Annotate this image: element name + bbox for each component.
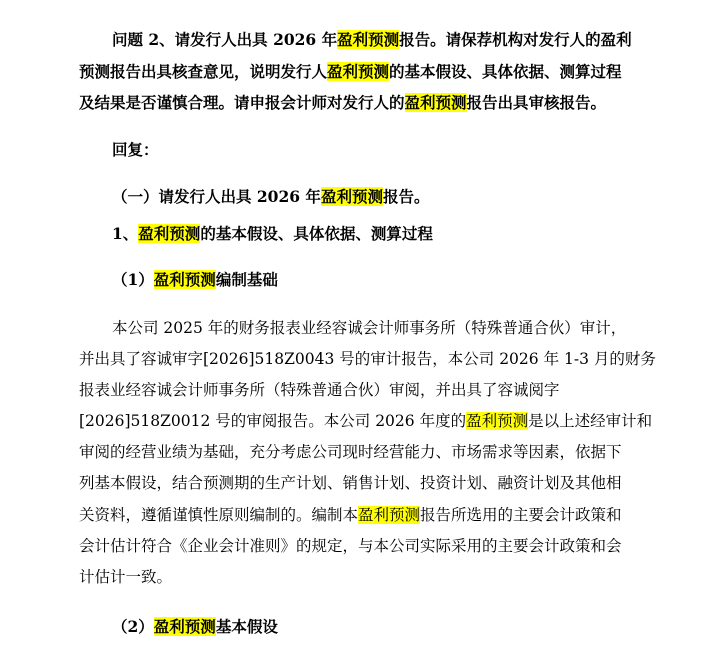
body-line-1: 本公司 2025 年的财务报表业经容诚会计师事务所（特殊普通合伙）审计， [112, 319, 627, 337]
body-line-6: 列基本假设，结合预测期的生产计划、销售计划、投资计划、融资计划及其他相 [79, 474, 622, 492]
question-line-1: 问题 2、请发行人出具 2026 年盈利预测报告。请保荐机构对发行人的盈利 [112, 30, 632, 49]
body-line-3: 报表业经容诚会计师事务所（特殊普通合伙）审阅，并出具了容诚阅字 [79, 381, 560, 399]
body-line-5: 审阅的经营业绩为基础，充分考虑公司现时经营能力、市场需求等因素，依据下 [79, 443, 622, 461]
reply-label: 回复： [112, 140, 159, 159]
highlight-term: 盈利预测 [327, 62, 390, 81]
section-heading: （一）请发行人出具 2026 年盈利预测报告。 [112, 187, 430, 206]
subsubsection-heading-2: （2）盈利预测基本假设 [112, 617, 278, 636]
subsection-heading: 1、盈利预测的基本假设、具体依据、测算过程 [112, 224, 433, 243]
subsubsection-heading-1: （1）盈利预测编制基础 [112, 270, 278, 289]
question-line-3: 及结果是否谨慎合理。请申报会计师对发行人的盈利预测报告出具审核报告。 [79, 93, 607, 112]
question-line-2: 预测报告出具核查意见，说明发行人盈利预测的基本假设、具体依据、测算过程 [79, 62, 622, 81]
highlight-term: 盈利预测 [153, 617, 216, 636]
highlight-term: 盈利预测 [337, 30, 400, 49]
body-line-9: 计估计一致。 [79, 568, 173, 586]
body-line-7: 关资料，遵循谨慎性原则编制的。编制本盈利预测报告所选用的主要会计政策和 [79, 506, 622, 524]
highlight-term: 盈利预测 [153, 270, 216, 289]
body-line-4: [2026]518Z0012 号的审阅报告。本公司 2026 年度的盈利预测是以上述经审计和 [79, 412, 653, 430]
highlight-term: 盈利预测 [466, 412, 529, 430]
body-line-8: 会计估计符合《企业会计准则》的规定，与本公司实际采用的主要会计政策和会 [79, 537, 622, 555]
highlight-term: 盈利预测 [404, 93, 467, 112]
body-line-2: 并出具了容诚审字[2026]518Z0043 号的审计报告，本公司 2026 年 1-3 月的财务 [79, 350, 656, 368]
highlight-term: 盈利预测 [320, 187, 383, 206]
highlight-term: 盈利预测 [138, 224, 201, 243]
highlight-term: 盈利预测 [358, 506, 421, 524]
